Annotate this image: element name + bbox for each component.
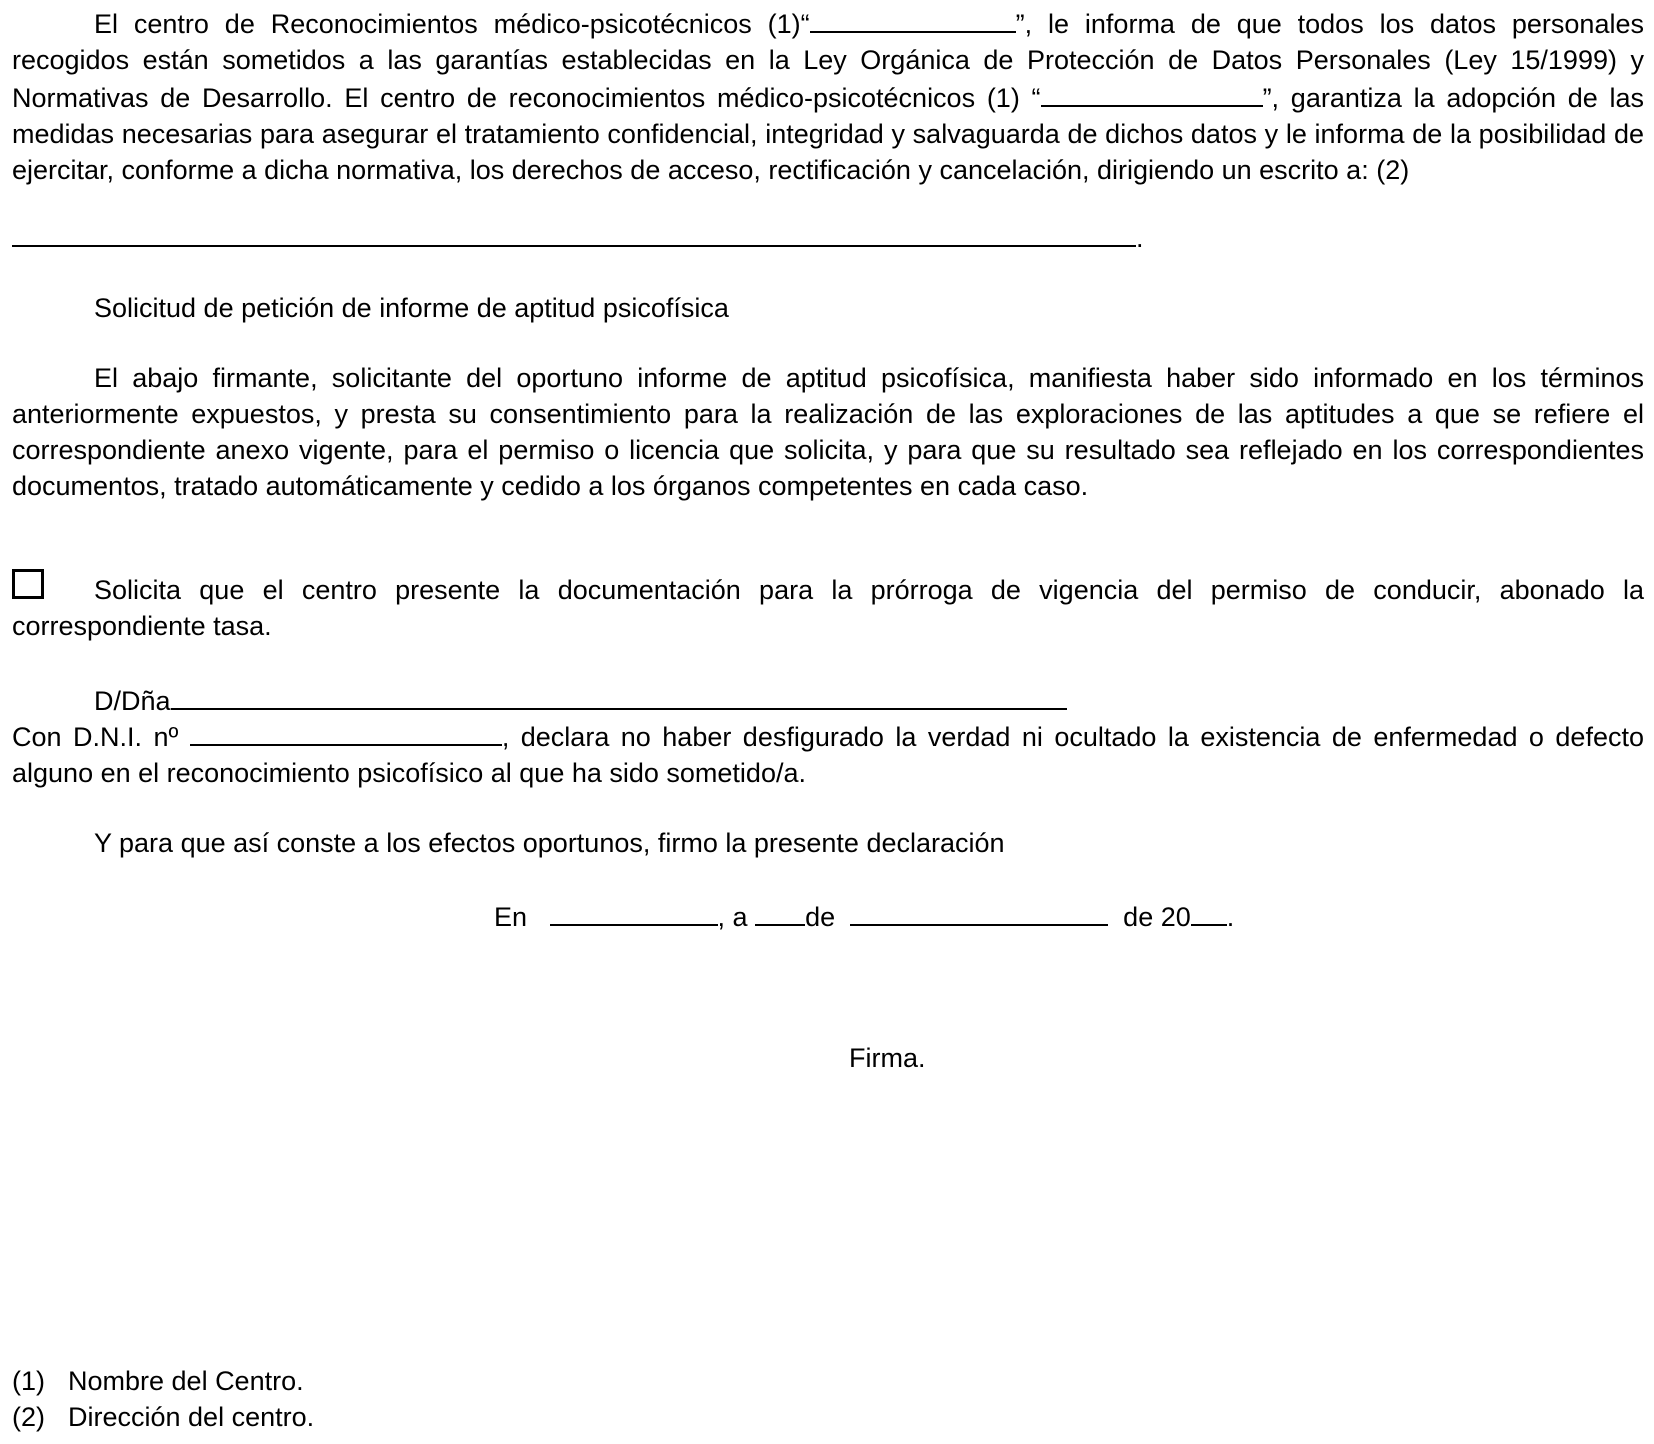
centro-name-blank-1[interactable] bbox=[810, 4, 1016, 33]
dni-blank[interactable] bbox=[190, 717, 502, 746]
day-blank[interactable] bbox=[755, 897, 805, 926]
name-line bbox=[94, 681, 1067, 719]
footnote-text: Nombre del Centro. bbox=[68, 1366, 304, 1396]
dni-declaration-paragraph bbox=[12, 717, 1644, 791]
dni-label: Con D.N.I. nº bbox=[12, 722, 179, 752]
date-a-label: , a bbox=[717, 902, 748, 932]
name-label: D/Dña bbox=[94, 686, 171, 716]
name-blank[interactable] bbox=[171, 681, 1067, 710]
date-end-period: . bbox=[1226, 902, 1235, 932]
address-blank[interactable] bbox=[12, 218, 1136, 247]
date-de-label-1: de bbox=[805, 902, 836, 932]
section-title: Solicitud de petición de informe de aptitud psicofísica bbox=[94, 293, 729, 323]
address-line bbox=[12, 218, 1144, 256]
consent-paragraph: El abajo firmante, solicitante del oportuno informe de aptitud psicofísica, manifiesta haber sido informado en los términos anteriormente expuestos, y presta su consentimiento para la realización de las exploraciones de las aptitudes a que se refiere el correspondiente anexo vigente, para el permiso o licencia que solicita, y para que su resultado sea reflejado en los correspondientes documentos, tratado automáticamente y cedido a los órganos competentes en cada caso. bbox=[12, 363, 1644, 501]
place-blank[interactable] bbox=[550, 897, 718, 926]
footnote-item bbox=[12, 1399, 314, 1435]
month-blank[interactable] bbox=[850, 897, 1108, 926]
intro-text-part1: El centro de Reconocimientos médico-psicotécnicos (1)“ bbox=[94, 9, 810, 39]
footnote-number: (2) bbox=[12, 1402, 45, 1432]
intro-text-part3: ”, garantiza la adopción de las medidas necesarias para asegurar el tratamiento confidencial, integridad y salvaguarda de dichos datos y le informa de la posibilidad de ejercitar, conforme a dicha normativa, los derechos de acceso, rectificación y cancelación, dirigiendo un escrito a: (2) bbox=[12, 83, 1644, 185]
footnote-number: (1) bbox=[12, 1366, 45, 1396]
address-end-period: . bbox=[1136, 223, 1144, 253]
centro-name-blank-2[interactable] bbox=[1041, 78, 1263, 107]
footnote-item bbox=[12, 1363, 314, 1399]
footnotes bbox=[12, 1363, 314, 1435]
prorroga-paragraph: Solicita que el centro presente la documentación para la prórroga de vigencia del permiso de conducir, abonado la correspondiente tasa. bbox=[12, 575, 1644, 641]
date-en-label: En bbox=[494, 902, 528, 932]
intro-text-part2: ”, le informa de que todos los datos personales recogidos están sometidos a las garantías establecidas en la Ley Orgánica de Protección de Datos Personales (Ley 15/1999) y Normativas de Desarrollo. El centro de reconocimientos médico-psicotécnicos (1) “ bbox=[12, 9, 1644, 113]
signature-label: Firma. bbox=[849, 1043, 926, 1073]
footnote-text: Dirección del centro. bbox=[68, 1402, 315, 1432]
intro-paragraph bbox=[12, 4, 1644, 188]
date-de-label-2: de 20 bbox=[1123, 902, 1191, 932]
conste-paragraph: Y para que así conste a los efectos oportunos, firmo la presente declaración bbox=[94, 828, 1005, 858]
date-line bbox=[494, 897, 1234, 935]
dni-declaration-text: , declara no haber desfigurado la verdad ni ocultado la existencia de enfermedad o defecto alguno en el reconocimiento psicofísico al que ha sido sometido/a. bbox=[12, 722, 1644, 788]
year-blank[interactable] bbox=[1191, 897, 1227, 926]
